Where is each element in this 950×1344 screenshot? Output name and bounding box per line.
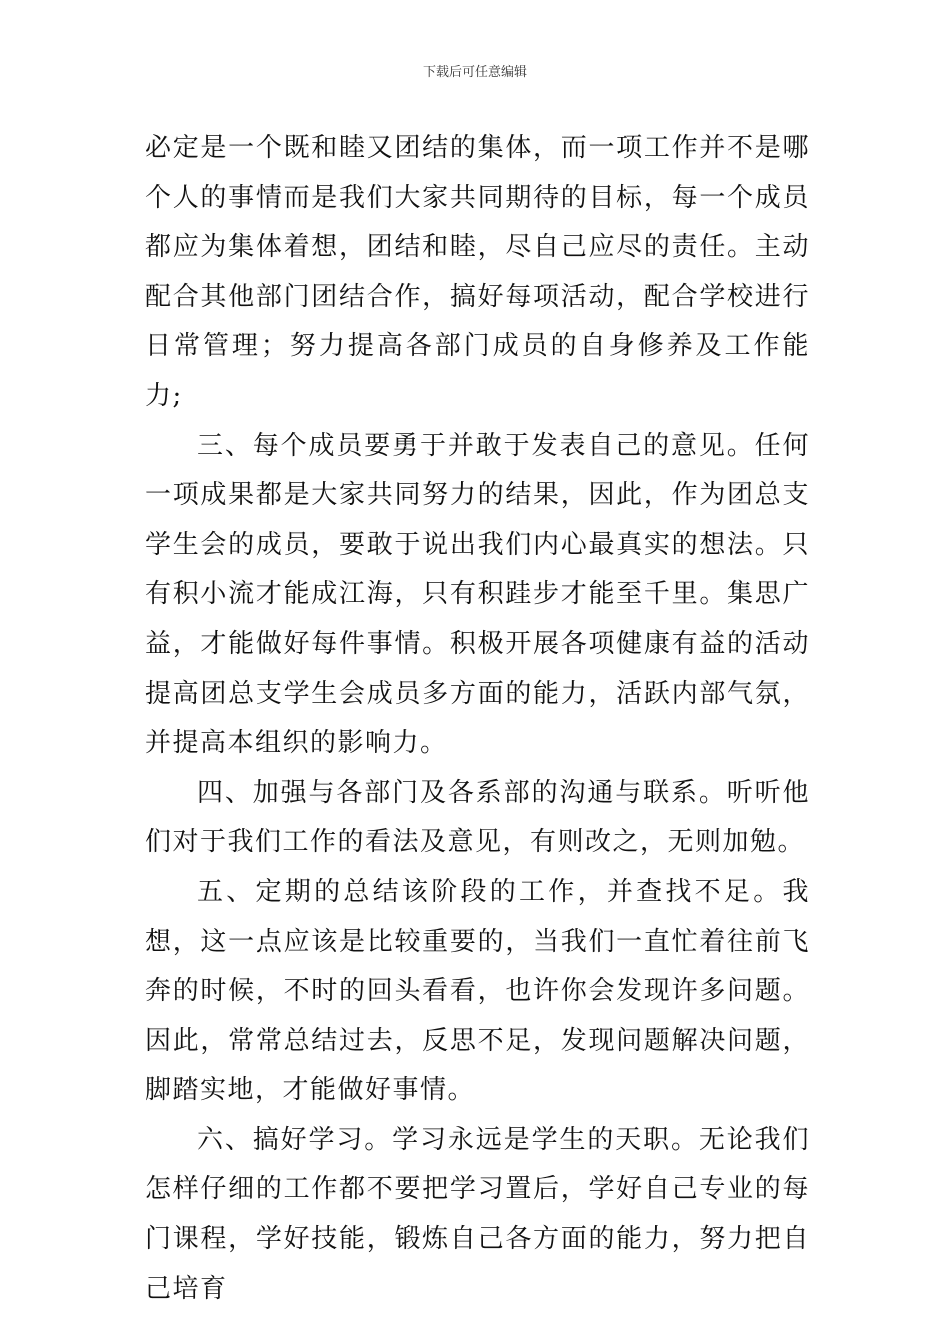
page-header-note: 下载后可任意编辑 <box>422 65 527 80</box>
paragraph-2: 三、每个成员要勇于并敢于发表自己的意见。任何一项成果都是大家共同努力的结果，因此，作为团总支学生会的成员，要敢于说出我们内心最真实的想法。只有积小流才能成江海，只有积跬步才能至千里。集思广益，才能做好每件事情。积极开展各项健康有益的活动提高团总支学生会成员多方面的能力，活跃内部气氛，并提高本组织的影响力。 <box>145 430 810 759</box>
paragraph-4: 五、定期的总结该阶段的工作，并查找不足。我想，这一点应该是比较重要的，当我们一直忙着往前飞奔的时候，不时的回头看看，也许你会发现许多问题。因此，常常总结过去，反思不足，发现问题解决问题，脚踏实地，才能做好事情。 <box>145 876 810 1106</box>
document-body <box>145 124 810 1314</box>
paragraph-5: 六、搞好学习。学习永远是学生的天职。无论我们怎样仔细的工作都不要把学习置后，学好自己专业的每门课程，学好技能，锻炼自己各方面的能力，努力把自己培育 <box>145 1124 810 1304</box>
paragraph-1: 必定是一个既和睦又团结的集体，而一项工作并不是哪个人的事情而是我们大家共同期待的目标，每一个成员都应为集体着想，团结和睦，尽自己应尽的责任。主动配合其他部门团结合作，搞好每项活动，配合学校进行日常管理；努力提高各部门成员的自身修养及工作能力; <box>145 133 810 411</box>
paragraph-3: 四、加强与各部门及各系部的沟通与联系。听听他们对于我们工作的看法及意见，有则改之，无则加勉。 <box>145 777 810 858</box>
